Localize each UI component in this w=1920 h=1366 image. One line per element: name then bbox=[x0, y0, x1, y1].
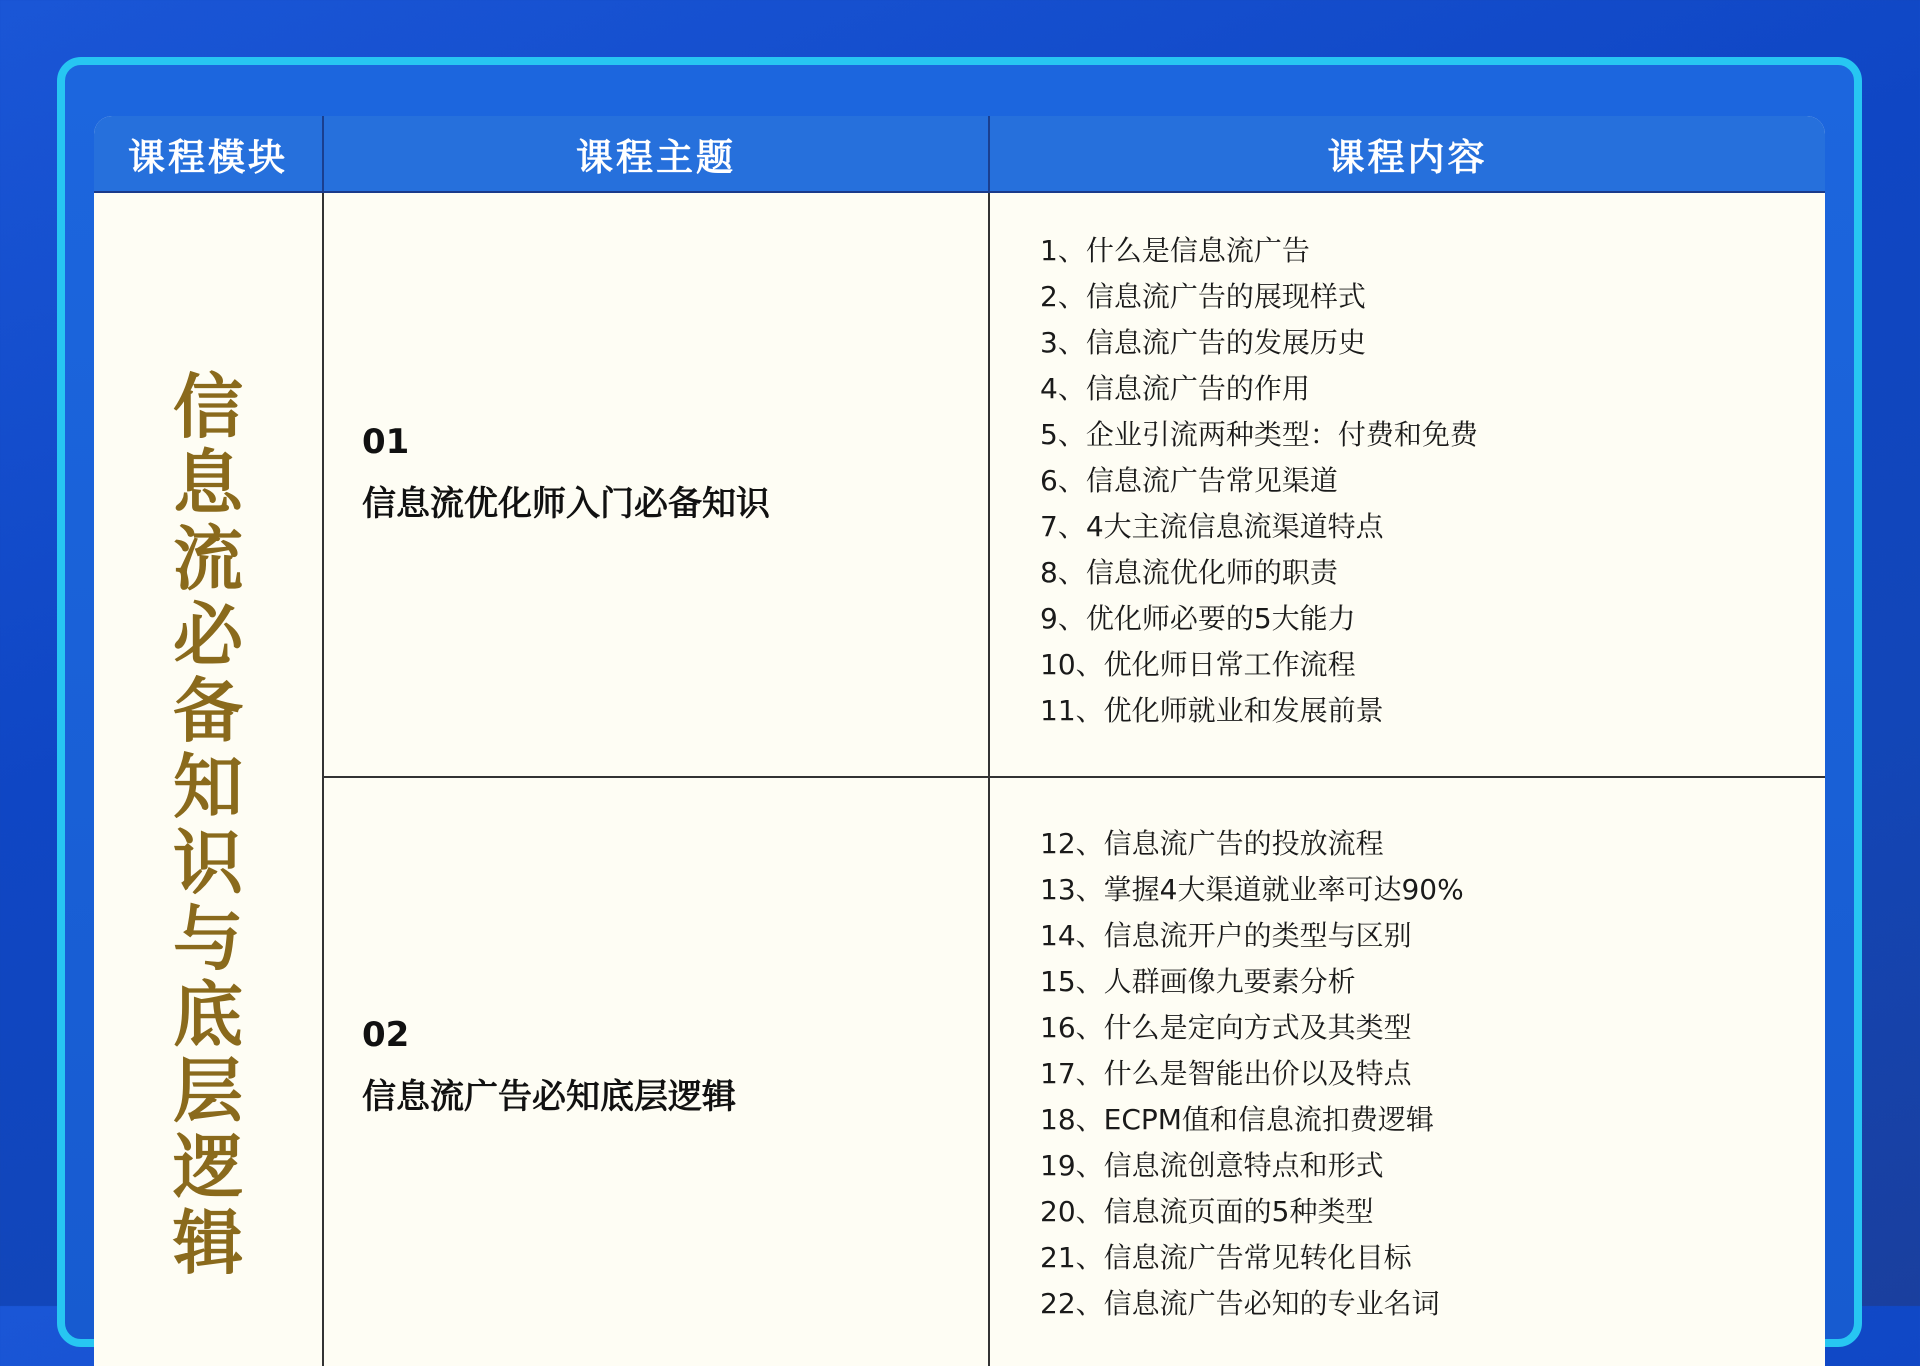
topic-title: 信息流优化师入门必备知识 bbox=[362, 484, 770, 524]
list-item: 4、信息流广告的作用 bbox=[1040, 372, 1310, 405]
list-item: 7、4大主流信息流渠道特点 bbox=[1040, 510, 1384, 543]
content-list bbox=[1040, 228, 1478, 734]
column-divider bbox=[988, 193, 990, 1366]
topic-number: 01 bbox=[362, 422, 410, 462]
column-divider bbox=[322, 193, 324, 1366]
header-topic: 课程主题 bbox=[576, 135, 736, 179]
course-table bbox=[94, 116, 1825, 1366]
list-item: 8、信息流优化师的职责 bbox=[1040, 556, 1338, 589]
list-item: 10、优化师日常工作流程 bbox=[1040, 648, 1356, 681]
content-list bbox=[1040, 821, 1464, 1327]
topic-cell bbox=[362, 422, 962, 526]
row-divider bbox=[324, 776, 1825, 778]
list-item: 9、优化师必要的5大能力 bbox=[1040, 602, 1356, 635]
list-item: 22、信息流广告必知的专业名词 bbox=[1040, 1287, 1440, 1320]
list-item: 21、信息流广告常见转化目标 bbox=[1040, 1241, 1412, 1274]
module-title-cell bbox=[94, 193, 322, 1366]
header-divider bbox=[988, 116, 990, 191]
list-item: 19、信息流创意特点和形式 bbox=[1040, 1149, 1384, 1182]
list-item: 11、优化师就业和发展前景 bbox=[1040, 694, 1384, 727]
header-divider bbox=[322, 116, 324, 191]
topic-number: 02 bbox=[362, 1015, 410, 1055]
list-item: 3、信息流广告的发展历史 bbox=[1040, 326, 1366, 359]
module-title: 信息流必备知识与底层逻辑 bbox=[173, 366, 243, 1284]
list-item: 5、企业引流两种类型：付费和免费 bbox=[1040, 418, 1478, 451]
topic-title: 信息流广告必知底层逻辑 bbox=[362, 1077, 736, 1117]
header-module: 课程模块 bbox=[128, 135, 288, 179]
list-item: 17、什么是智能出价以及特点 bbox=[1040, 1057, 1412, 1090]
list-item: 1、什么是信息流广告 bbox=[1040, 234, 1310, 267]
topic-cell bbox=[362, 1015, 962, 1119]
list-item: 18、ECPM值和信息流扣费逻辑 bbox=[1040, 1103, 1434, 1136]
list-item: 2、信息流广告的展现样式 bbox=[1040, 280, 1366, 313]
list-item: 13、掌握4大渠道就业率可达90% bbox=[1040, 873, 1464, 906]
table-header bbox=[94, 116, 1825, 193]
list-item: 6、信息流广告常见渠道 bbox=[1040, 464, 1338, 497]
list-item: 12、信息流广告的投放流程 bbox=[1040, 827, 1384, 860]
header-content: 课程内容 bbox=[1327, 135, 1488, 179]
list-item: 20、信息流页面的5种类型 bbox=[1040, 1195, 1374, 1228]
list-item: 14、信息流开户的类型与区别 bbox=[1040, 919, 1412, 952]
list-item: 16、什么是定向方式及其类型 bbox=[1040, 1011, 1412, 1044]
list-item: 15、人群画像九要素分析 bbox=[1040, 965, 1356, 998]
